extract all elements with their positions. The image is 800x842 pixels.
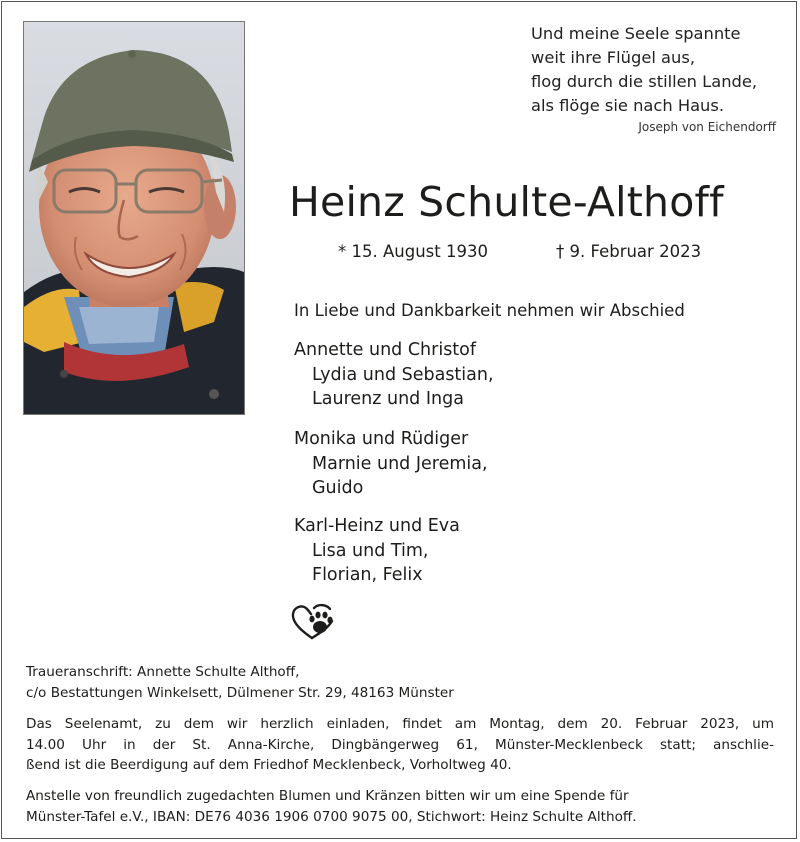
poem-line: flog durch die stillen Lande,: [531, 72, 758, 91]
donation-line: Anstelle von freundlich zugedachten Blumen und Kränzen bitten wir um eine Spende für: [26, 788, 629, 804]
birth-date: * 15. August 1930: [338, 242, 488, 261]
family-group: [294, 338, 594, 412]
family-head: Monika und Rüdiger: [294, 429, 469, 449]
poem-line: Und meine Seele spannte: [531, 24, 741, 43]
poem-line: als flöge sie nach Haus.: [531, 96, 725, 115]
donation-info: [26, 786, 774, 827]
poem-line: weit ihre Flügel aus,: [531, 48, 695, 67]
service-line: ßend ist die Beerdigung auf dem Friedhof Mecklenbeck, Vorholtweg 40.: [26, 757, 512, 773]
service-info: [26, 714, 774, 776]
service-line: 14.00 Uhr in der St. Anna-Kirche, Dingbängerweg 61, Münster-Mecklenbeck statt; anschlie-: [26, 736, 774, 753]
family-group: [294, 427, 594, 501]
family-head: Annette und Christof: [294, 340, 477, 360]
family-member: Guido: [312, 478, 364, 498]
contact-line: c/o Bestattungen Winkelsett, Dülmener Str. 29, 48163 Münster: [26, 685, 454, 701]
family-member: Florian, Felix: [312, 565, 423, 585]
family-member: Laurenz und Inga: [312, 389, 464, 409]
deceased-name: Heinz Schulte-Althoff: [289, 178, 724, 226]
service-line: Das Seelenamt, zu dem wir herzlich einladen, findet am Montag, dem 20. Februar 2023, um: [26, 716, 774, 732]
portrait-photo: [23, 21, 245, 415]
family-member: Lydia und Sebastian,: [312, 364, 494, 385]
family-member: Lisa und Tim,: [312, 540, 429, 561]
contact-address: [26, 662, 454, 704]
poem-author: Joseph von Eichendorff: [638, 120, 776, 134]
poem: [531, 22, 791, 118]
contact-line: Traueranschrift: Annette Schulte Althoff,: [26, 664, 300, 680]
family-head: Karl-Heinz und Eva: [294, 516, 460, 536]
farewell-text: In Liebe und Dankbarkeit nehmen wir Abschied: [294, 301, 685, 320]
family-member: Marnie und Jeremia,: [312, 453, 488, 474]
donation-line: Münster-Tafel e.V., IBAN: DE76 4036 1906 0700 9075 00, Stichwort: Heinz Schulte Althoff.: [26, 808, 637, 825]
heart-paw-icon: [290, 602, 338, 642]
death-date: † 9. Februar 2023: [556, 242, 702, 261]
family-group: [294, 514, 594, 588]
